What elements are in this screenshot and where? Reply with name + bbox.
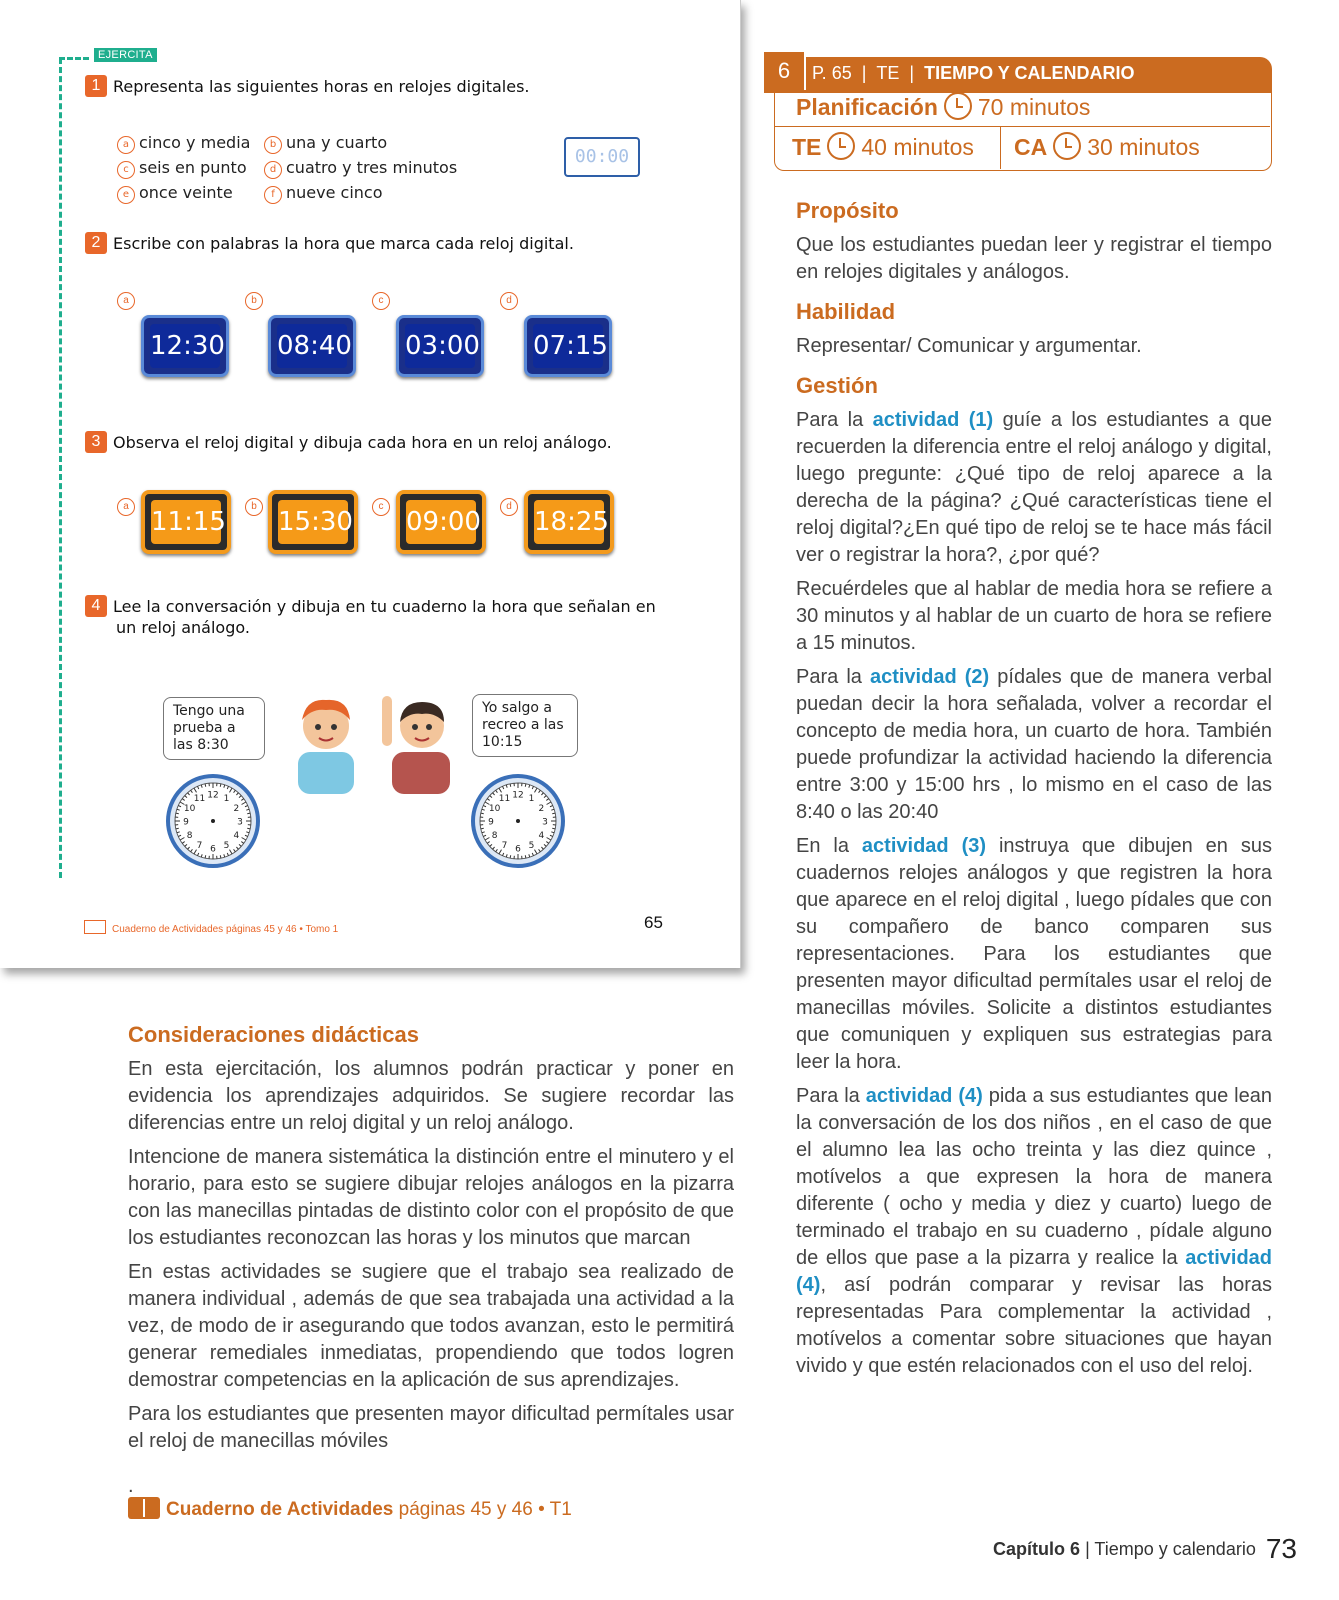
speech-bubble: Tengo una prueba a las 8:30 (163, 697, 265, 760)
student-page (0, 0, 741, 968)
digital-clock: 08:40 (268, 315, 356, 377)
svg-text:11: 11 (498, 794, 511, 805)
question-text: un reloj análogo. (116, 618, 250, 637)
svg-text:7: 7 (196, 840, 203, 851)
svg-text:8: 8 (186, 831, 193, 841)
item-letter: b (245, 292, 263, 310)
question-text: Lee la conversación y dibuja en tu cuaderno la hora que señalan en (113, 597, 656, 616)
option-item: b una y cuarto (264, 133, 387, 154)
lesson-title: P. 65 | TE | TIEMPO Y CALENDARIO (812, 63, 1135, 83)
planning-total: Planificación 70 minutos (796, 94, 1091, 120)
divider (774, 126, 1270, 127)
svg-text:7: 7 (501, 840, 508, 851)
item-letter: a (117, 498, 135, 516)
item-letter: a (117, 292, 135, 310)
skill-text: Representar/ Comunicar y argumentar. (796, 335, 1142, 357)
management-text: Para la actividad (1) guíe a los estudiantes a que recuerden la diferencia entre el reloj análogo y digital, luego pregunte: ¿Qué tipo de reloj aparece a la derecha de la página? ¿Qué características tiene el reloj digital?¿En qué tipo de reloj se te hace más fácil ver o registrar la hora?, ¿por qué? Recuérdeles que al hablar de media hora se refiere a 30 minutos y al hablar de un cuarto de hora se refiere a 15 minutos. Para la actividad (2) pídales que de manera verbal puedan decir la hora señalada, volver a recordar el concepto de media hora, un cuarto de hora. También puede profundizar la actividad haciendo la diferencia entre 3:00 y 15:00 hrs , lo mismo en el caso de las 8:40 o las 20:40 En la actividad (3) instruya que dibujen en sus cuadernos relojes análogos y que registren la hora que aparece en el reloj digital , luego pídales que con su compañero de banco comparen sus representaciones. Para los estudiantes que presenten mayor dificultad permítales usar el reloj de manecillas móviles. Solicite a distintos estudiantes que comuniquen y expliquen sus estrategias para leer la hora. Para la actividad (4) pida a sus estudiantes que lean la conversación de los dos niños , en el caso de que el alumno lea las ocho treinta y las diez quince , motívelos a que expresen la hora de manera diferente ( ocho y media y diez y cuarto) luego de terminado el trabajo en su cuaderno , pídale alguno de ellos que pase a la pizarra y realice la actividad (4), así podrán comparar y revisar las horas representadas Para complementar la actividad , motívelos a comentar sobre situaciones que hayan vivido y que estén relacionados con el uso del reloj. (796, 409, 1272, 1377)
divider (1000, 127, 1001, 169)
svg-text:1: 1 (223, 794, 230, 805)
alarm-clock-icon (827, 132, 855, 160)
svg-text:6: 6 (210, 844, 216, 855)
section-heading: Habilidad (796, 299, 896, 324)
svg-text:10: 10 (183, 804, 196, 814)
digital-clock: 09:00 (396, 490, 486, 554)
digital-clock: 18:25 (524, 490, 614, 554)
dashed-divider (59, 57, 89, 60)
item-letter: c (372, 292, 390, 310)
svg-text:5: 5 (528, 840, 535, 851)
workbook-link[interactable]: Cuaderno de Actividades páginas 45 y 46 • T1 (128, 1497, 572, 1521)
chapter-number-badge: 6 (764, 52, 806, 90)
blank-digital-clock: 00:00 (564, 137, 640, 177)
question-text: Escribe con palabras la hora que marca cada reloj digital. (113, 234, 574, 253)
svg-text:12: 12 (512, 790, 524, 801)
option-item: f nueve cinco (264, 183, 383, 204)
child-illustration (380, 694, 460, 794)
question-number: 4 (85, 595, 107, 617)
section-heading: Consideraciones didácticas (128, 1022, 419, 1047)
alarm-clock-icon (944, 92, 972, 120)
item-letter: b (245, 498, 263, 516)
child-illustration (290, 694, 362, 794)
svg-text:3: 3 (542, 817, 548, 828)
workbook-reference: Cuaderno de Actividades páginas 45 y 46 • Tomo 1 (84, 920, 338, 935)
ejercita-tag: EJERCITA (94, 48, 157, 62)
speech-bubble: Yo salgo a recreo a las 10:15 (472, 694, 578, 757)
section-heading: Propósito (796, 198, 899, 223)
svg-text:9: 9 (183, 817, 189, 828)
svg-text:8: 8 (491, 831, 498, 841)
question-text: Observa el reloj digital y dibuja cada hora en un reloj análogo. (113, 433, 612, 452)
digital-clock: 03:00 (396, 315, 484, 377)
alarm-clock-icon (1053, 132, 1081, 160)
page-footer: Capítulo 6 | Tiempo y calendario 73 (993, 1533, 1297, 1564)
option-item: a cinco y media (117, 133, 250, 154)
option-item: c seis en punto (117, 158, 247, 179)
didactic-text: En esta ejercitación, los alumnos podrán practicar y poner en evidencia los aprendizajes adquiridos. Se sugiere recordar las diferencias entre un reloj digital y un reloj análogo. Intencione de manera sistemática la distinción entre el minutero y el horario, para esto se sugiere dibujar relojes análogos en la pizarra con las manecillas pintadas de distinto color con el propósito de que los estudiantes reconozcan las horas y los minutos que marcan En estas actividades se sugiere que el trabajo sea realizado de manera individual , además de que sea trabajada una actividad a la vez, de modo de ir asegurando que todos avanzan, esto le permitirá generar remediales inmediatas, propendiendo que todos logren demostrar competencias en la aplicación de sus aprendizajes. Para los estudiantes que presenten mayor dificultad permítales usar el reloj de manecillas móviles . (128, 1058, 734, 1497)
question-number: 2 (85, 232, 107, 254)
analog-clock (470, 773, 566, 869)
svg-text:6: 6 (515, 844, 521, 855)
item-letter: d (500, 498, 518, 516)
svg-text:11: 11 (193, 794, 206, 805)
svg-text:3: 3 (237, 817, 243, 828)
section-heading: Gestión (796, 373, 878, 398)
option-item: e once veinte (117, 183, 233, 204)
digital-clock: 07:15 (524, 315, 612, 377)
item-letter: c (372, 498, 390, 516)
question-number: 3 (85, 431, 107, 453)
page-number: 73 (1265, 1533, 1297, 1564)
digital-clock: 15:30 (268, 490, 358, 554)
svg-text:4: 4 (538, 831, 545, 841)
planning-te: TE 40 minutos (792, 134, 974, 160)
svg-text:4: 4 (233, 831, 240, 841)
analog-clock (165, 773, 261, 869)
book-icon (128, 1497, 160, 1519)
question-number: 1 (85, 75, 107, 97)
question-text: Representa las siguientes horas en relojes digitales. (113, 77, 530, 96)
svg-text:5: 5 (223, 840, 230, 851)
svg-text:2: 2 (538, 804, 545, 814)
student-page-number: 65 (644, 913, 663, 932)
svg-text:10: 10 (488, 804, 501, 814)
purpose-text: Que los estudiantes puedan leer y registrar el tiempo en relojes digitales y análogos. (796, 234, 1272, 283)
svg-text:12: 12 (207, 790, 219, 801)
digital-clock: 11:15 (141, 490, 231, 554)
planning-ca: CA 30 minutos (1014, 134, 1200, 160)
svg-text:9: 9 (488, 817, 494, 828)
svg-text:1: 1 (528, 794, 535, 805)
digital-clock: 12:30 (141, 315, 229, 377)
item-letter: d (500, 292, 518, 310)
option-item: d cuatro y tres minutos (264, 158, 457, 179)
svg-text:2: 2 (233, 804, 240, 814)
dashed-divider (59, 58, 62, 878)
